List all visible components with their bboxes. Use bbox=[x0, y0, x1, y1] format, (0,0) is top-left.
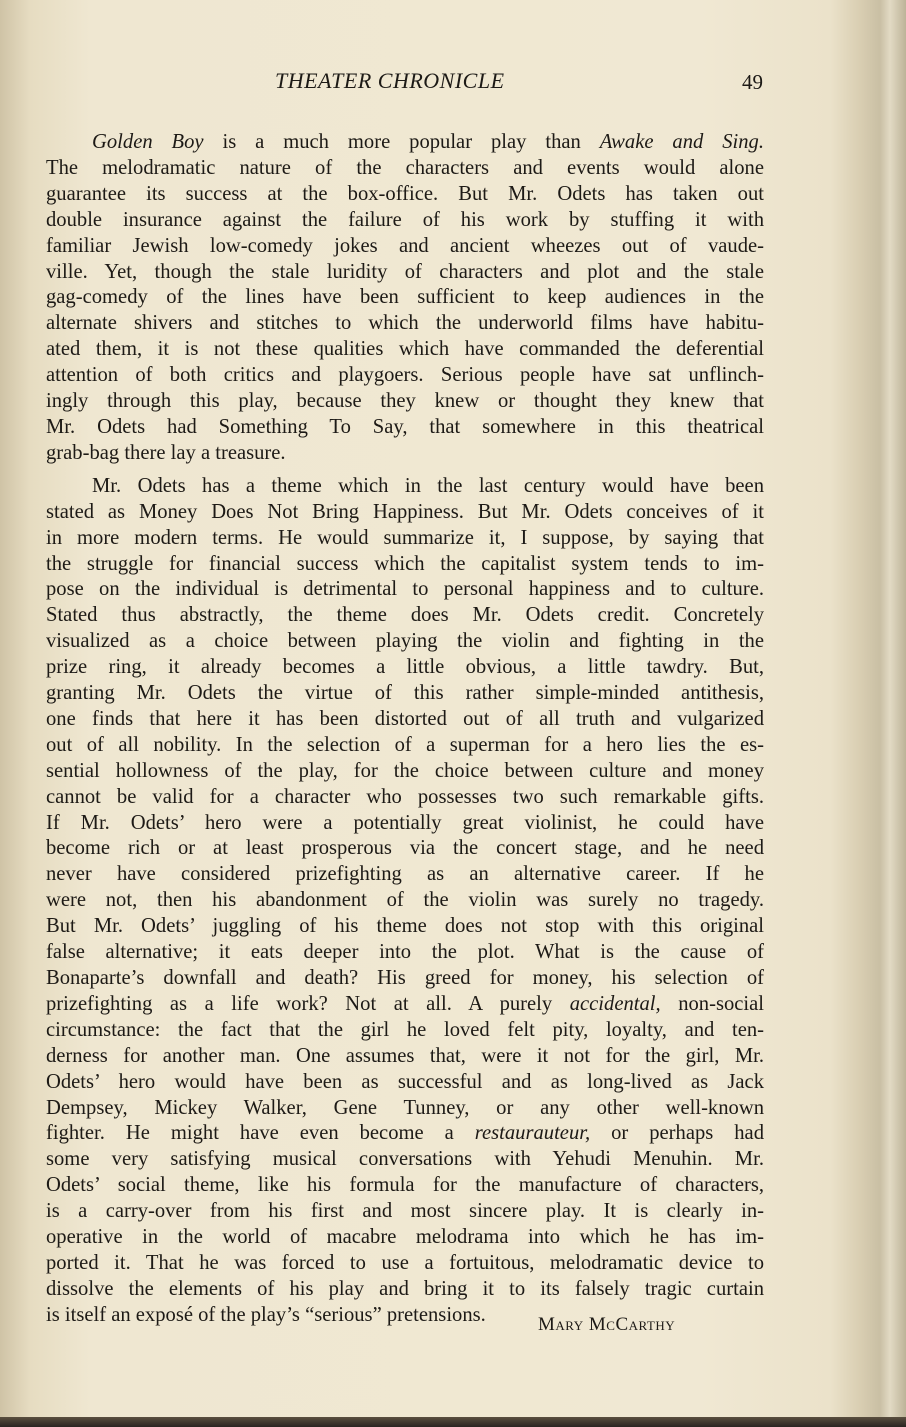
text-line: guarantee its success at the box-office. But Mr. Odets has taken out bbox=[46, 182, 764, 205]
text-segment: or perhaps had bbox=[590, 1122, 764, 1145]
text-segment: fighter. He might have even become a bbox=[46, 1122, 475, 1145]
text-line: in more modern terms. He would summarize it, I suppose, by saying that bbox=[46, 526, 764, 549]
page-number: 49 bbox=[742, 70, 763, 94]
text-line: If Mr. Odets’ hero were a potentially great violinist, he could have bbox=[46, 811, 764, 834]
text-line: ated them, it is not these qualities which have commanded the deferential bbox=[46, 338, 764, 361]
text-line: out of all nobility. In the selection of a superman for a hero lies the es- bbox=[46, 733, 764, 756]
text-line bbox=[46, 130, 764, 156]
text-segment: non-social bbox=[660, 992, 765, 1015]
text-line: double insurance against the failure of his work by stuffing it with bbox=[46, 208, 764, 231]
text-line: gag-comedy of the lines have been sufficient to keep audiences in the bbox=[46, 286, 764, 309]
text-line: some very satisfying musical conversations with Yehudi Menuhin. Mr. bbox=[46, 1148, 764, 1171]
text-segment: prizefighting as a life work? Not at all. A purely bbox=[46, 992, 570, 1015]
italic-text: accidental, bbox=[569, 992, 661, 1015]
text-line: Odets’ hero would have been as successful and as long-lived as Jack bbox=[46, 1070, 764, 1093]
text-line: But Mr. Odets’ juggling of his theme does not stop with this original bbox=[46, 915, 764, 938]
text-line: familiar Jewish low-comedy jokes and ancient wheezes out of vaude- bbox=[46, 234, 764, 257]
text-line: dissolve the elements of his play and bring it to its falsely tragic curtain bbox=[46, 1277, 764, 1300]
text-line: granting Mr. Odets the virtue of this rather simple-minded antithesis, bbox=[46, 682, 764, 705]
text-segment: is a much more popular play than bbox=[203, 131, 600, 153]
author-signature: Mary McCarthy bbox=[538, 1314, 676, 1335]
text-line: derness for another man. One assumes that, were it not for the girl, Mr. bbox=[46, 1044, 764, 1067]
text-line: prize ring, it already becomes a little obvious, a little tawdry. But, bbox=[46, 656, 764, 679]
text-line: ingly through this play, because they knew or thought they knew that bbox=[46, 390, 764, 413]
text-line: attention of both critics and playgoers. Serious people have sat unflinch- bbox=[46, 364, 764, 387]
text-line: cannot be valid for a character who possesses two such remarkable gifts. bbox=[46, 785, 764, 808]
text-line: Mr. Odets had Something To Say, that somewhere in this theatrical bbox=[46, 415, 764, 438]
running-title: THEATER CHRONICLE bbox=[275, 68, 505, 93]
text-line: The melodramatic nature of the characters and events would alone bbox=[46, 156, 764, 179]
italic-text: restaurauteur, bbox=[474, 1122, 591, 1145]
text-line: the struggle for financial success which the capitalist system tends to im- bbox=[46, 552, 764, 575]
text-line: pose on the individual is detrimental to personal happiness and to culture. bbox=[46, 578, 764, 601]
text-line: never have considered prizefighting as an alternative career. If he bbox=[46, 863, 764, 886]
running-header bbox=[0, 68, 906, 98]
text-line: ported it. That he was forced to use a fortuitous, melodramatic device to bbox=[46, 1251, 764, 1274]
text-line: ville. Yet, though the stale luridity of characters and plot and the stale bbox=[46, 260, 764, 283]
text-line: circumstance: the fact that the girl he loved felt pity, loyalty, and ten- bbox=[46, 1018, 764, 1041]
page-bottom-edge bbox=[0, 1417, 906, 1427]
text-line: false alternative; it eats deeper into the plot. What is the cause of bbox=[46, 941, 764, 964]
text-line: Odets’ social theme, like his formula for the manufacture of characters, bbox=[46, 1174, 764, 1197]
text-line bbox=[46, 1121, 764, 1147]
italic-text: Awake and Sing. bbox=[599, 131, 764, 153]
article-body bbox=[46, 130, 764, 1329]
text-line: were not, then his abandonment of the violin was surely no tragedy. bbox=[46, 889, 764, 912]
text-line: is itself an exposé of the play’s “serious” pretensions. bbox=[46, 1303, 486, 1326]
text-line: alternate shivers and stitches to which the underworld films have habitu- bbox=[46, 312, 764, 335]
text-line bbox=[46, 992, 764, 1018]
paragraph bbox=[46, 474, 764, 1329]
text-line: Stated thus abstractly, the theme does Mr. Odets credit. Concretely bbox=[46, 604, 764, 627]
text-line: grab-bag there lay a treasure. bbox=[46, 441, 286, 464]
text-line: Bonaparte’s downfall and death? His greed for money, his selection of bbox=[46, 967, 764, 989]
text-line: stated as Money Does Not Bring Happiness. But Mr. Odets conceives of it bbox=[46, 500, 764, 523]
text-line: one finds that here it has been distorted out of all truth and vulgarized bbox=[46, 707, 764, 730]
text-line: become rich or at least prosperous via the concert stage, and he need bbox=[46, 837, 764, 860]
italic-text: Golden Boy bbox=[92, 131, 204, 153]
text-line: visualized as a choice between playing the violin and fighting in the bbox=[46, 630, 764, 653]
text-line: Dempsey, Mickey Walker, Gene Tunney, or any other well-known bbox=[46, 1096, 764, 1119]
text-line: operative in the world of macabre melodrama into which he has im- bbox=[46, 1226, 764, 1249]
text-line: is a carry-over from his first and most sincere play. It is clearly in- bbox=[46, 1200, 764, 1223]
paragraph bbox=[46, 130, 764, 467]
text-line: Mr. Odets has a theme which in the last century would have been bbox=[92, 474, 764, 497]
text-line: sential hollowness of the play, for the choice between culture and money bbox=[46, 759, 764, 782]
